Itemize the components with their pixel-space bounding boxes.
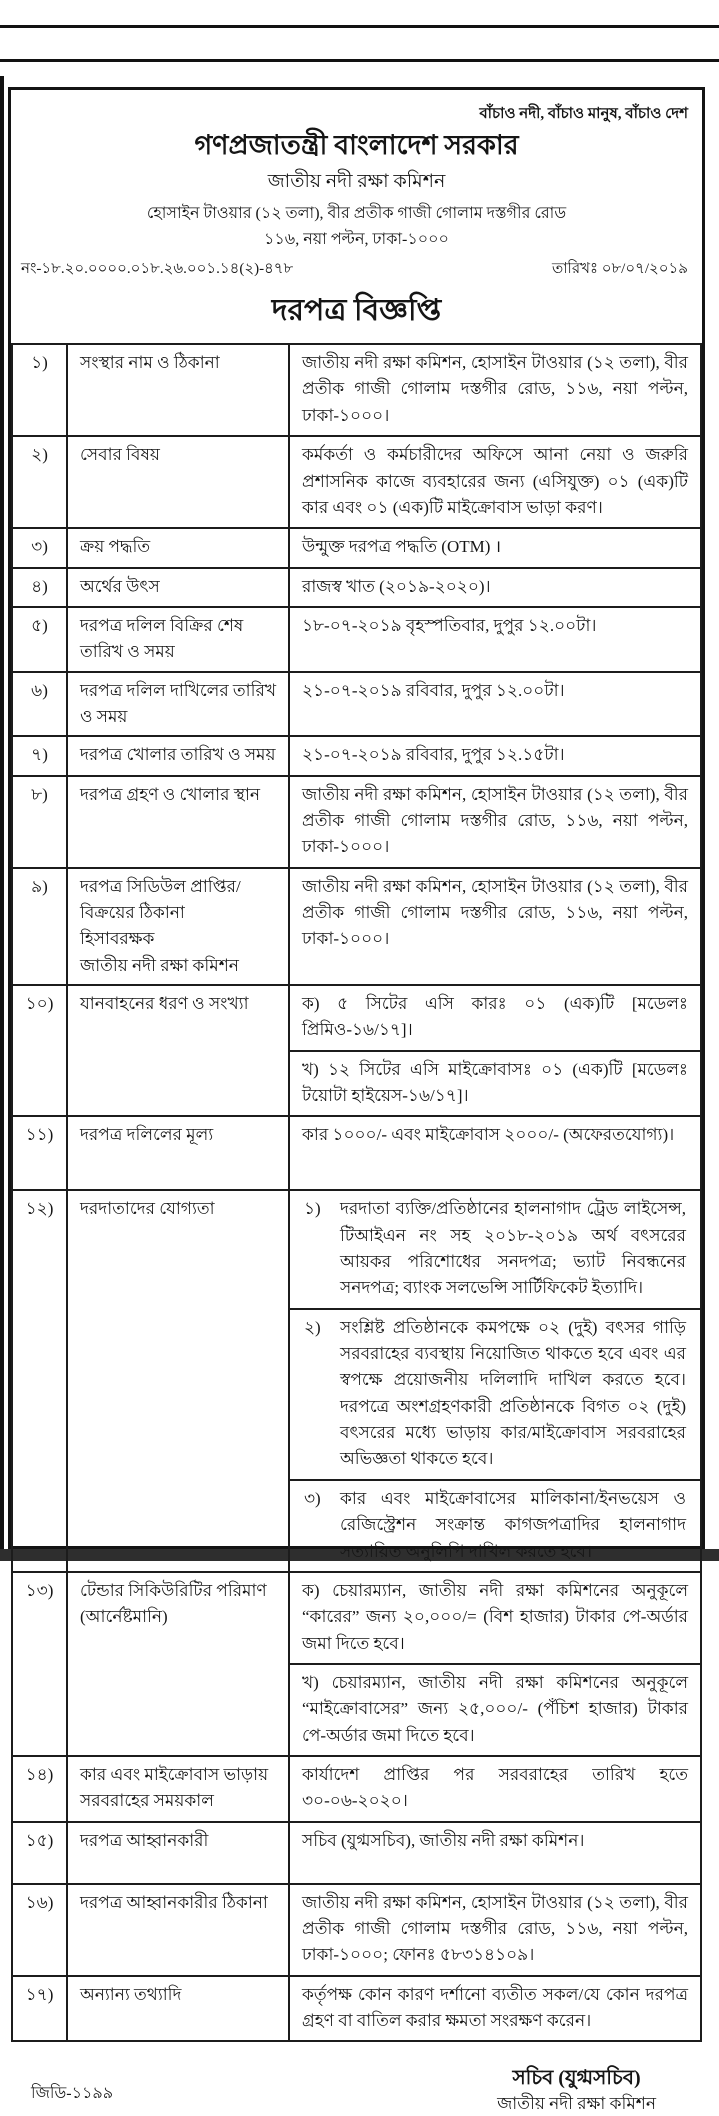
table-row: [12, 1976, 701, 2042]
address-line-2: ১১৬, নয়া পল্টন, ঢাকা-১০০০: [264, 230, 449, 248]
qualification-item-text: কার এবং মাইক্রোবাসের মালিকানা/ইনভয়েস ও রেজিস্ট্রেশন সংক্রান্ত কাগজপত্রাদির হালনাগাদ সত্যায়িত অনুলিপি দাখিল করতে হবে।: [340, 1488, 686, 1561]
value-segment: রাজস্ব খাত (২০১৯-২০২০)।: [302, 576, 491, 596]
row-label: [67, 736, 289, 775]
slogan-text: বাঁচাও নদী, বাঁচাও মানুষ, বাঁচাও দেশ: [479, 106, 688, 122]
qualification-item-text: দরদাতা ব্যক্তি/প্রতিষ্ঠানের হালনাগাদ ট্রেড লাইসেন্স, টিআইএন নং সহ ২০১৮-২০১৯ অর্থ বৎসরের আয়কর পরিশোধের সনদপত্র; ভ্যাট নিবন্ধনের সনদপত্র; ব্যাংক সলভেন্সি সার্টিফিকেট ইত্যাদি।: [340, 1199, 686, 1298]
row-label: [67, 436, 289, 528]
qualification-item: [290, 1308, 700, 1479]
row-value: [289, 568, 701, 607]
table-row: [12, 528, 701, 567]
row-value: [289, 776, 701, 868]
row-value: [289, 1756, 701, 1822]
qualification-item: [290, 1191, 700, 1307]
row-serial: ৫): [12, 607, 67, 672]
value-segment: জাতীয় নদী রক্ষা কমিশন, হোসাইন টাওয়ার (১২ তলা), বীর প্রতীক গাজী গোলাম দস্তগীর রোড, ১১৬, নয়া পল্টন, ঢাকা-১০০০; ফোনঃ ৫৮৩১৪১০৯।: [302, 1892, 688, 1965]
table-row: [12, 344, 701, 436]
row-value: [289, 868, 701, 985]
qualification-item: [290, 1479, 700, 1571]
table-row: [12, 1756, 701, 1822]
row-value: [289, 1976, 701, 2042]
row-label-line: দরপত্র খোলার তারিখ ও সময়: [80, 745, 276, 765]
value-segment: ১৮-০৭-২০১৯ বৃহস্পতিবার, দুপুর ১২.০০টা।: [302, 615, 597, 635]
value-segment: ২১-০৭-২০১৯ রবিবার, দুপুর ১২.০০টা।: [302, 680, 565, 700]
value-segment: ২১-০৭-২০১৯ রবিবার, দুপুর ১২.১৫টা।: [302, 745, 565, 765]
row-serial: ২): [12, 436, 67, 528]
row-label: [67, 1756, 289, 1822]
row-label-line: অর্থের উৎস: [80, 576, 160, 596]
table-row: [12, 776, 701, 868]
government-title: গণপ্রজাতন্ত্রী বাংলাদেশ সরকার: [194, 130, 519, 160]
row-label: [67, 607, 289, 672]
row-label-line: দরপত্র সিডিউল প্রাপ্তির/বিক্রয়ের ঠিকানা: [80, 876, 241, 922]
row-serial: ১৪): [12, 1756, 67, 1822]
tender-info-table: [11, 343, 702, 2042]
row-value: [289, 344, 701, 436]
row-value: [289, 1572, 701, 1756]
document-footer: [11, 2042, 702, 2116]
row-label-line: দরপত্র আহ্বানকারী: [80, 1830, 209, 1850]
table-row: [12, 736, 701, 775]
row-label-line: যানবাহনের ধরণ ও সংখ্যা: [80, 994, 249, 1013]
row-label: [67, 672, 289, 737]
table-row: [12, 607, 701, 672]
value-segment: কর্মকর্তা ও কর্মচারীদের অফিসে আনা নেয়া ও জরুরি প্রশাসনিক কাজে ব্যবহারের জন্য (এসিযুক্ত) ০১ (এক)টি কার এবং ০১ (এক)টি মাইক্রোবাস ভাড়া করণ।: [302, 445, 688, 517]
row-serial: ১১): [12, 1116, 67, 1190]
value-segment: উন্মুক্ত দরপত্র পদ্ধতি (OTM) ।: [302, 537, 502, 557]
row-label: [67, 1822, 289, 1884]
value-segment: খ) চেয়ারম্যান, জাতীয় নদী রক্ষা কমিশনের অনুকূলে “মাইক্রোবাসের” জন্য ২৫,০০০/- (পঁচিশ হাজার) টাকার পে-অর্ডার জমা দিতে হবে।: [290, 1663, 700, 1755]
row-label-line: দরপত্র দলিলের মূল্য: [80, 1125, 214, 1145]
row-label-line: হিসাবরক্ষক: [80, 929, 155, 949]
row-serial: ৭): [12, 736, 67, 775]
row-serial: ১৬): [12, 1884, 67, 1976]
memo-row: [11, 251, 702, 282]
row-label-line: দরপত্র গ্রহণ ও খোলার স্থান: [80, 784, 261, 804]
tender-notice-document: [8, 87, 705, 2114]
row-label-line: ক্রয় পদ্ধতি: [80, 537, 151, 557]
gd-number: জিডি-১১৯৯: [31, 2085, 114, 2103]
qualification-item-number: ১): [304, 1199, 321, 1219]
row-label-line: দরপত্র দলিল দাখিলের তারিখ ও সময়: [80, 680, 276, 726]
table-row: [12, 1572, 701, 1756]
row-label-line: দরপত্র আহ্বানকারীর ঠিকানা: [80, 1892, 268, 1912]
row-serial: ১৩): [12, 1572, 67, 1756]
table-row: [12, 1884, 701, 1976]
table-row: [12, 985, 701, 1116]
row-label: [67, 985, 289, 1116]
value-segment: কার্যাদেশ প্রাপ্তির পর সরবরাহের তারিখ হতে ৩০-০৬-২০২০।: [302, 1764, 688, 1811]
row-value: [289, 1884, 701, 1976]
row-label: [67, 528, 289, 567]
row-serial: ৬): [12, 672, 67, 737]
row-value: [289, 607, 701, 672]
value-segment: ক) ৫ সিটের এসি কারঃ ০১ (এক)টি [মডেলঃ প্রিমিও-১৬/১৭]।: [302, 994, 688, 1040]
scan-edge-line-top: [0, 25, 719, 28]
signatory-organization: জাতীয় নদী রক্ষা কমিশন: [497, 2094, 656, 2114]
row-value: [289, 736, 701, 775]
row-label-line: (আর্নেষ্টমানি): [80, 1607, 168, 1627]
table-row: [12, 868, 701, 985]
row-value: [289, 1822, 701, 1884]
row-label-line: টেন্ডার সিকিউরিটির পরিমাণ: [80, 1580, 267, 1600]
table-row: [12, 1116, 701, 1190]
signature-block: [497, 2064, 656, 2116]
memo-number: নং-১৮.২০.০০০০.০১৮.২৬.০০১.১৪(২)-৪৭৮: [21, 261, 294, 278]
row-label-line: জাতীয় নদী রক্ষা কমিশন: [80, 955, 239, 975]
row-serial: ১২): [12, 1190, 67, 1571]
row-label: [67, 1190, 289, 1571]
value-segment: জাতীয় নদী রক্ষা কমিশন, হোসাইন টাওয়ার (১২ তলা), বীর প্রতীক গাজী গোলাম দস্তগীর রোড, ১১৬, নয়া পল্টন, ঢাকা-১০০০।: [302, 784, 688, 857]
row-serial: ৮): [12, 776, 67, 868]
signatory-title: সচিব (যুগ্মসচিব): [512, 2067, 641, 2090]
scan-edge-strip-left: [0, 76, 4, 1561]
value-segment: কার ১০০০/- এবং মাইক্রোবাস ২০০০/- (অফেরতযোগ্য)।: [302, 1125, 675, 1145]
row-serial: ৯): [12, 868, 67, 985]
table-row: [12, 436, 701, 528]
row-label-line: অন্যান্য তথ্যাদি: [80, 1984, 182, 2004]
table-row: [12, 672, 701, 737]
value-segment: জাতীয় নদী রক্ষা কমিশন, হোসাইন টাওয়ার (১২ তলা), বীর প্রতীক গাজী গোলাম দস্তগীর রোড, ১১৬, নয়া পল্টন, ঢাকা-১০০০।: [302, 876, 688, 949]
value-segment: জাতীয় নদী রক্ষা কমিশন, হোসাইন টাওয়ার (১২ তলা), বীর প্রতীক গাজী গোলাম দস্তগীর রোড, ১১৬, নয়া পল্টন, ঢাকা-১০০০।: [302, 353, 688, 425]
row-label-line: সেবার বিষয়: [80, 445, 160, 465]
row-label: [67, 1116, 289, 1190]
row-serial: ১৭): [12, 1976, 67, 2042]
value-segment: সচিব (যুগ্মসচিব), জাতীয় নদী রক্ষা কমিশন।: [302, 1830, 585, 1850]
row-label: [67, 776, 289, 868]
row-serial: ১): [12, 344, 67, 436]
row-serial: ৩): [12, 528, 67, 567]
row-label: [67, 1572, 289, 1756]
scan-edge-line-second: [0, 59, 719, 62]
row-value: [289, 436, 701, 528]
qualification-item-number: ২): [304, 1317, 321, 1337]
row-serial: ১৫): [12, 1822, 67, 1884]
qualification-item-number: ৩): [304, 1488, 321, 1508]
table-row: [12, 1822, 701, 1884]
table-row: [12, 568, 701, 607]
qualification-item-text: সংশ্লিষ্ট প্রতিষ্ঠানকে কমপক্ষে ০২ (দুই) বৎসর গাড়ি সরবরাহের ব্যবস্থায় নিয়োজিত থাকতে হবে এবং এর স্বপক্ষে প্রয়োজনীয় দলিলাদি দাখিল করতে হবে। দরপত্রে অংশগ্রহণকারী প্রতিষ্ঠানকে বিগত ০২ (দুই) বৎসরের মধ্যে ভাড়ায় কার/মাইক্রোবাস সরবরাহের অভিজ্ঞতা থাকতে হবে।: [340, 1317, 686, 1469]
row-value: [289, 1116, 701, 1190]
row-label-line: দরপত্র দলিল বিক্রির শেষ তারিখ ও সময়: [80, 615, 244, 662]
row-label: [67, 568, 289, 607]
value-segment: খ) ১২ সিটের এসি মাইক্রোবাসঃ ০১ (এক)টি [মডেলঃ টয়োটা হাইয়েস-১৬/১৭]।: [290, 1050, 700, 1116]
row-value: [289, 672, 701, 737]
value-segment: ক) চেয়ারম্যান, জাতীয় নদী রক্ষা কমিশনের অনুকূলে “কারের” জন্য ২০,০০০/= (বিশ হাজার) টাকার পে-অর্ডার জমা দিতে হবে।: [302, 1580, 688, 1653]
row-label: [67, 1884, 289, 1976]
row-label-line: দরদাতাদের যোগ্যতা: [80, 1199, 215, 1219]
row-serial: ৪): [12, 568, 67, 607]
row-label-line: সংস্থার নাম ও ঠিকানা: [80, 353, 220, 373]
row-label: [67, 1976, 289, 2042]
address-line-1: হোসাইন টাওয়ার (১২ তলা), বীর প্রতীক গাজী গোলাম দস্তগীর রোড: [146, 204, 567, 222]
row-serial: ১০): [12, 985, 67, 1116]
commission-name: জাতীয় নদী রক্ষা কমিশন: [267, 170, 446, 192]
row-value: [289, 528, 701, 567]
memo-date: তারিখঃ ০৮/০৭/২০১৯: [551, 261, 688, 278]
row-value: [289, 985, 701, 1116]
table-row: [12, 1190, 701, 1571]
value-segment: কর্তৃপক্ষ কোন কারণ দর্শানো ব্যতীত সকল/যে কোন দরপত্র গ্রহণ বা বাতিল করার ক্ষমতা সংরক্ষণ করেন।: [302, 1984, 688, 2030]
row-label: [67, 868, 289, 985]
notice-title: দরপত্র বিজ্ঞপ্তি: [271, 294, 442, 328]
row-label-line: কার এবং মাইক্রোবাস ভাড়ায় সরবরাহের সময়কাল: [80, 1764, 269, 1811]
row-label: [67, 344, 289, 436]
row-value: [289, 1190, 701, 1571]
tender-table-body: [12, 344, 701, 2041]
